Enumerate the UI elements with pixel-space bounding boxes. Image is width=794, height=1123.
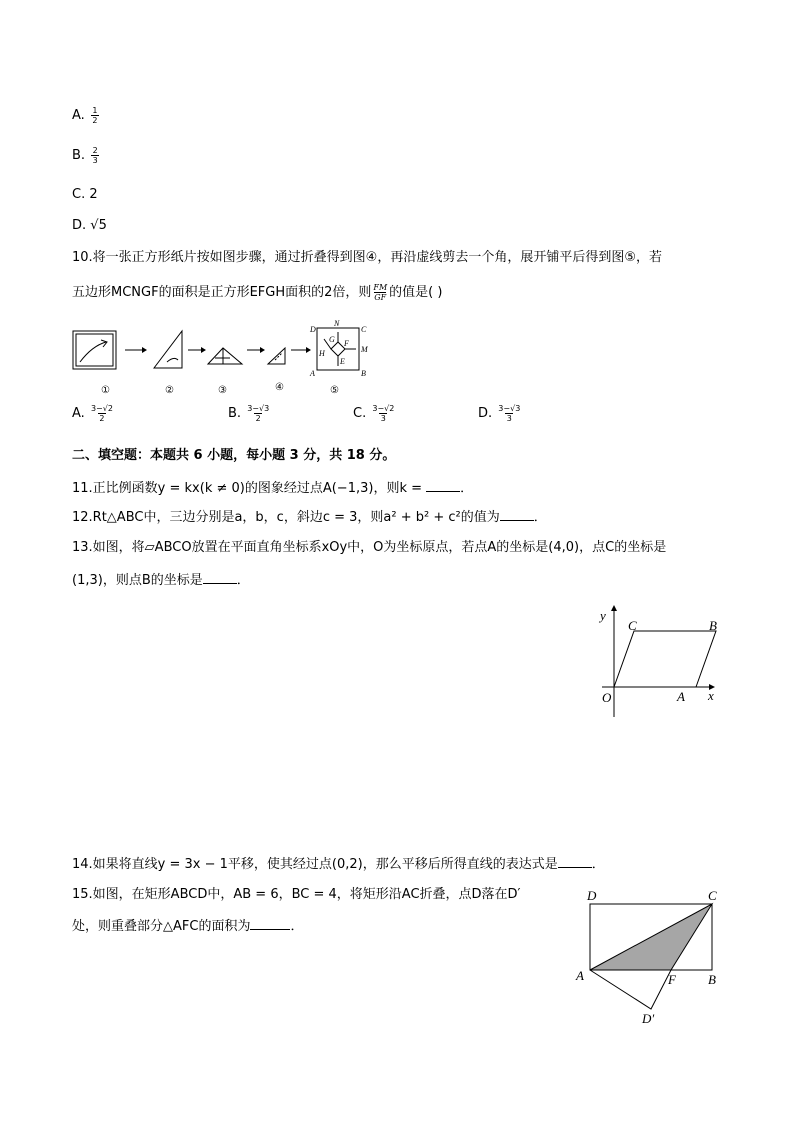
q15-rectangle-figure xyxy=(574,884,724,1026)
label-m: M xyxy=(361,345,368,354)
option-label: C. xyxy=(353,406,367,421)
q13-text-line1: 13.如图，将▱ABCO放置在平面直角坐标系xOy中，O为坐标原点，若点A的坐标是(4,0)，点C的坐标是 xyxy=(72,540,667,555)
q15-body: 处，则重叠部分△AFC的面积为 xyxy=(72,919,251,934)
arrow-icon xyxy=(125,347,147,353)
q15-text-line2 xyxy=(72,917,303,936)
fold-step-3 xyxy=(208,348,242,364)
q12-text xyxy=(72,508,547,527)
figure-label-3: ③ xyxy=(218,385,227,396)
fold-step-4 xyxy=(268,348,285,364)
folded-edges xyxy=(590,970,671,1009)
fold-step-5 xyxy=(309,319,369,378)
label-b: B xyxy=(361,369,366,378)
figure-label-4: ④ xyxy=(275,382,284,393)
answer-blank[interactable] xyxy=(250,917,290,930)
label-e: E xyxy=(340,357,345,366)
q12-body: 12.Rt△ABC中，三边分别是a，b，c，斜边c = 3，则a² + b² + c²的值为 xyxy=(72,510,500,525)
denominator: 2 xyxy=(92,116,98,125)
label-g: G xyxy=(329,335,335,344)
q11-text xyxy=(72,479,473,498)
label-c: C xyxy=(708,888,717,903)
option-label: A. xyxy=(72,108,85,123)
label-d: D xyxy=(587,888,597,903)
option-label: D. xyxy=(72,218,87,233)
label-x: x xyxy=(708,688,714,703)
fraction xyxy=(91,404,113,423)
numerator: 3−√2 xyxy=(372,404,395,413)
label-a: A xyxy=(677,689,685,704)
label-b: B xyxy=(708,972,716,987)
denominator: 2 xyxy=(99,414,105,423)
label-f: F xyxy=(668,972,676,987)
label-d-prime: D′ xyxy=(642,1011,655,1026)
arrow-icon xyxy=(247,347,265,353)
q10-option-b xyxy=(228,404,271,423)
answer-blank[interactable] xyxy=(203,571,237,584)
q10-option-a xyxy=(72,404,115,423)
denominator: 3 xyxy=(380,414,386,423)
fraction xyxy=(91,146,99,165)
label-a: A xyxy=(310,369,315,378)
y-axis-arrow-icon xyxy=(611,605,617,611)
fold-step-2 xyxy=(154,331,182,368)
option-label: B. xyxy=(72,148,86,163)
denominator: 3 xyxy=(92,156,98,165)
q10-folding-figure xyxy=(70,318,380,398)
figure-label-2: ② xyxy=(165,385,174,396)
label-c: C xyxy=(361,325,367,334)
q10-text-line2 xyxy=(72,283,442,302)
numerator: 3−√3 xyxy=(498,404,521,413)
fold-step-1 xyxy=(73,331,116,369)
fraction xyxy=(498,404,520,423)
q10-option-c xyxy=(353,404,396,423)
figure-label-1: ① xyxy=(101,385,110,396)
q9-option-d xyxy=(72,218,107,233)
q10-suffix: 的值是( ) xyxy=(389,285,443,300)
label-n: N xyxy=(334,319,340,328)
q13-body: (1,3)，则点B的坐标是 xyxy=(72,573,203,588)
denominator: 3 xyxy=(506,414,512,423)
label-y: y xyxy=(600,608,606,623)
label-h: H xyxy=(319,349,325,358)
numerator: 3−√2 xyxy=(90,404,113,413)
numerator: 2 xyxy=(92,146,98,155)
q10-fraction xyxy=(373,283,387,302)
label-f: F xyxy=(344,339,349,348)
q13-end: ． xyxy=(236,573,250,588)
fraction xyxy=(91,106,99,125)
numerator: 1 xyxy=(92,106,98,115)
option-value: √5 xyxy=(90,218,107,233)
q9-option-c xyxy=(72,187,98,202)
q9-option-b xyxy=(72,146,101,165)
q11-end: ． xyxy=(460,481,474,496)
q10-text-line1: 10.将一张正方形纸片按如图步骤，通过折叠得到图④，再沿虚线剪去一个角，展开铺平后得到图⑤，若 xyxy=(72,250,662,265)
option-label: D. xyxy=(478,406,493,421)
q14-body: 14.如果将直线y = 3x − 1平移，使其经过点(0,2)，那么平移后所得直线的表达式是 xyxy=(72,857,558,872)
answer-blank[interactable] xyxy=(558,855,592,868)
q13-coordinate-figure xyxy=(594,602,724,722)
label-o: O xyxy=(602,690,612,705)
answer-blank[interactable] xyxy=(426,479,460,492)
q10-prefix: 五边形MCNGF的面积是正方形EFGH面积的2倍，则 xyxy=(72,285,372,300)
q14-end: ． xyxy=(591,857,605,872)
label-a: A xyxy=(576,968,584,983)
numerator: FM xyxy=(373,283,388,292)
fraction xyxy=(372,404,394,423)
option-label: A. xyxy=(72,406,85,421)
denominator: GF xyxy=(374,293,387,302)
q11-body: 11.正比例函数y = kx(k ≠ 0)的图象经过点A(−1,3)，则k = xyxy=(72,481,427,496)
label-b: B xyxy=(709,618,717,633)
label-c: C xyxy=(628,618,637,633)
denominator: 2 xyxy=(255,414,261,423)
answer-blank[interactable] xyxy=(500,508,534,521)
label-d: D xyxy=(310,325,316,334)
q15-end: ． xyxy=(290,919,304,934)
overlap-triangle-afc xyxy=(590,904,712,970)
q9-option-a xyxy=(72,106,101,125)
figure-label-5: ⑤ xyxy=(330,385,339,396)
fraction xyxy=(247,404,269,423)
option-value: 2 xyxy=(89,187,98,202)
parallelogram xyxy=(614,631,716,687)
numerator: 3−√3 xyxy=(247,404,270,413)
q12-end: ． xyxy=(533,510,547,525)
q15-text-line1: 15.如图，在矩形ABCD中，AB = 6，BC = 4，将矩形沿AC折叠，点D落在D′ xyxy=(72,887,521,902)
arrow-icon xyxy=(291,347,311,353)
option-label: C. xyxy=(72,187,86,202)
q13-text-line2 xyxy=(72,571,250,590)
section-heading: 二、填空题：本题共 6 小题，每小题 3 分，共 18 分。 xyxy=(72,448,396,463)
q10-option-d xyxy=(478,404,522,423)
option-label: B. xyxy=(228,406,242,421)
q14-text xyxy=(72,855,605,874)
arrow-icon xyxy=(188,347,206,353)
